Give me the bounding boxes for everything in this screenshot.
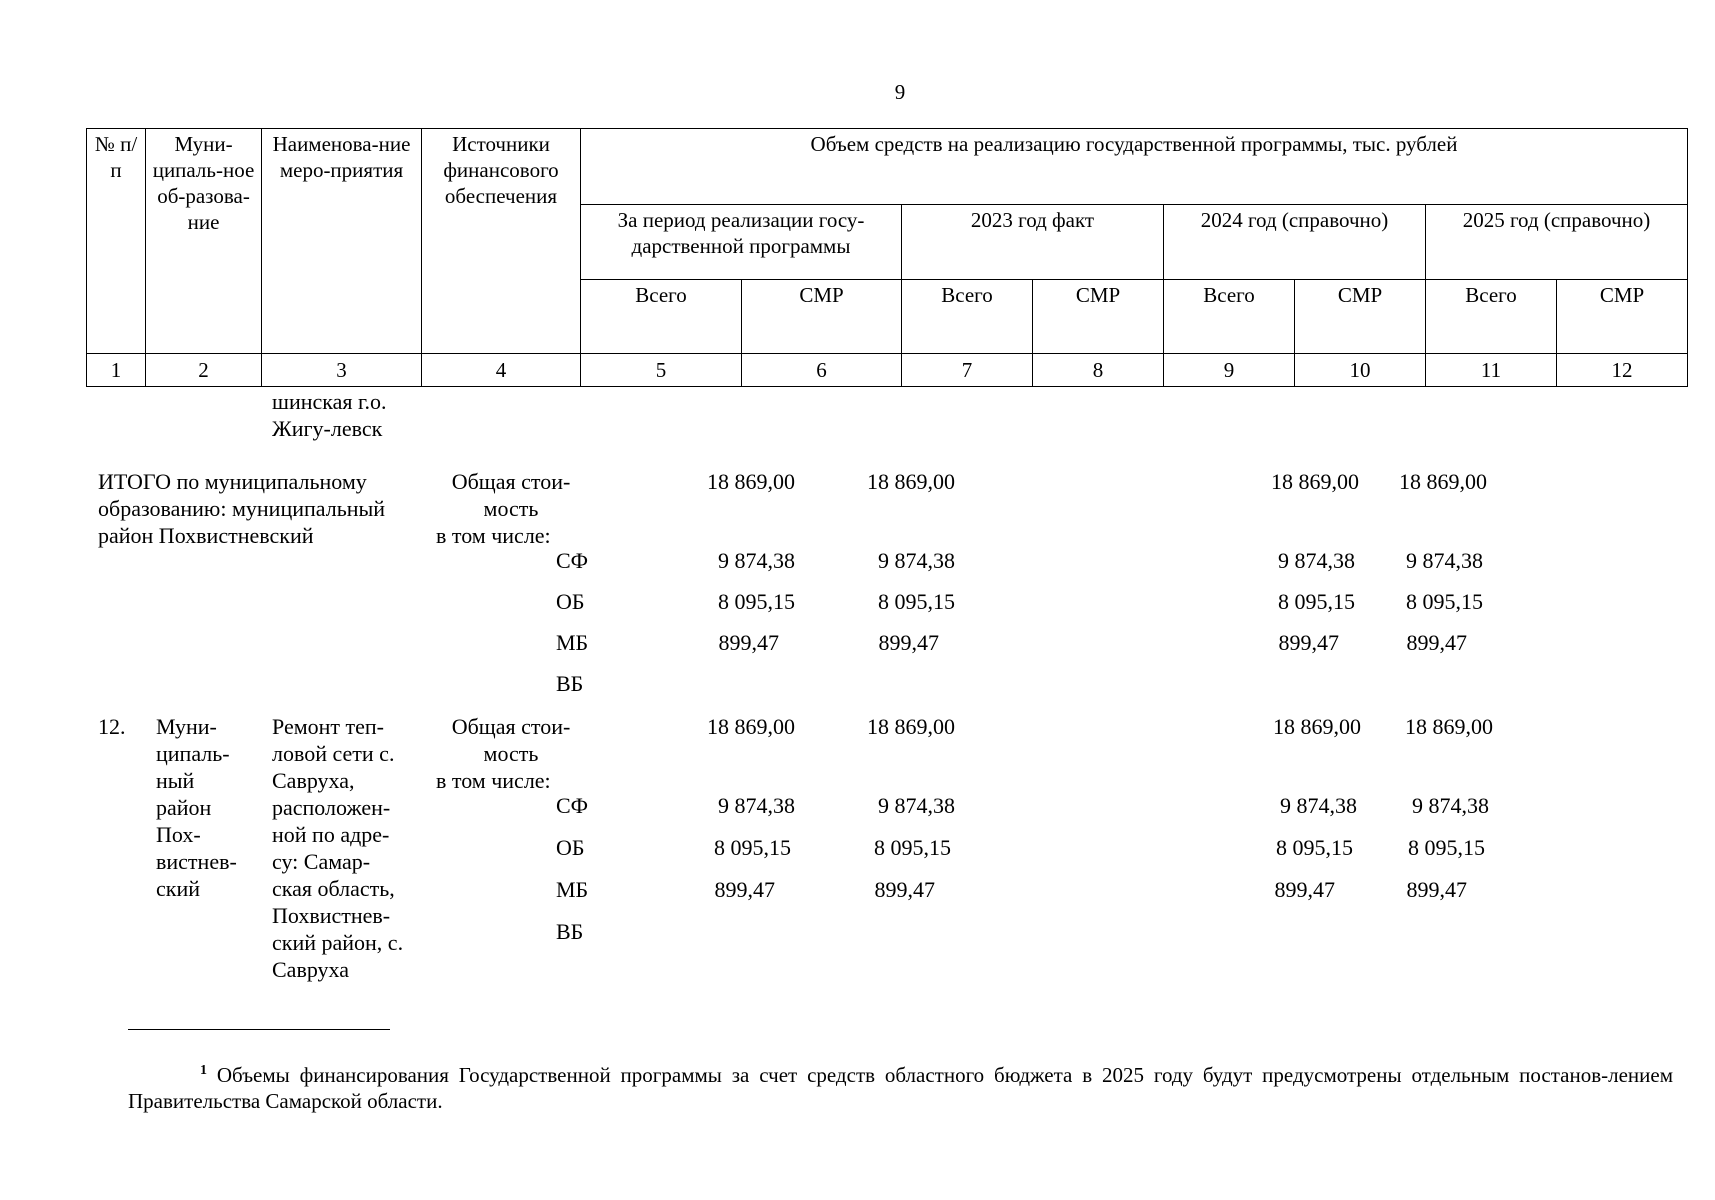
source-incl-label: в том числе: [436, 768, 551, 793]
total-v9: 18 869,00 [1271, 469, 1359, 494]
footnote-divider [128, 1029, 390, 1030]
column-number: 10 [1295, 354, 1426, 387]
header-col-mo: Муни-ципаль-ное об-разова-ние [146, 129, 262, 354]
row12-v6: 18 869,00 [867, 714, 955, 739]
source-mb: МБ [556, 877, 589, 902]
header-smr: СМР [1295, 280, 1426, 354]
total-ob-v6: 8 095,15 [878, 589, 955, 614]
column-number: 2 [146, 354, 262, 387]
row12-mo: Муни-ципаль-ный район Пох-вистнев-ский [156, 714, 237, 901]
total-mb-v6: 899,47 [878, 630, 939, 655]
row12-ob-v6: 8 095,15 [874, 835, 951, 860]
total-source [436, 468, 586, 522]
total-sf-v5: 9 874,38 [718, 548, 795, 573]
header-smr: СМР [1033, 280, 1164, 354]
row12-sf-v6: 9 874,38 [878, 793, 955, 818]
table-header [86, 128, 1688, 387]
source-sf: СФ [556, 793, 589, 818]
source-total-label: Общая стои-мость [451, 469, 571, 521]
header-2025: 2025 год (справочно) [1426, 204, 1688, 280]
source-mb: МБ [556, 630, 589, 655]
row12-sf-v9: 9 874,38 [1280, 793, 1357, 818]
row12-num: 12. [98, 714, 126, 739]
total-sf-v6: 9 874,38 [878, 548, 955, 573]
header-vsego: Всего [1426, 280, 1557, 354]
row12-mb-v10: 899,47 [1406, 877, 1467, 902]
row12-v9: 18 869,00 [1273, 714, 1361, 739]
source-incl-label: в том числе: [436, 523, 551, 548]
row12-ob-v5: 8 095,15 [714, 835, 791, 860]
row12-sf-v5: 9 874,38 [718, 793, 795, 818]
column-number: 7 [902, 354, 1033, 387]
source-ob: ОБ [556, 589, 585, 614]
source-vb: ВБ [556, 919, 584, 944]
row12-name: Ремонт теп-ловой сети с. Савруха, расположен-ной по адре-су: Самар-ская область, Похвистнев-ский район, с. Савруха [272, 714, 404, 982]
row12-sf-v10: 9 874,38 [1412, 793, 1489, 818]
total-label: ИТОГО по муниципальному образованию: муниципальный район Похвистневский [98, 469, 386, 548]
column-number: 9 [1164, 354, 1295, 387]
header-vsego: Всего [1164, 280, 1295, 354]
header-smr: СМР [1557, 280, 1688, 354]
total-mb-v10: 899,47 [1406, 630, 1467, 655]
row12-ob-v9: 8 095,15 [1276, 835, 1353, 860]
total-mb-v9: 899,47 [1278, 630, 1339, 655]
total-mb-v5: 899,47 [718, 630, 779, 655]
footnote-mark: 1 [200, 1063, 207, 1078]
row12-mb-v6: 899,47 [874, 877, 935, 902]
footnote-text: Объемы финансирования Государственной программы за счет средств областного бюджета в 2025 году будут предусмотрены отдельным постанов-лением Правительства Самарской области. [128, 1063, 1674, 1113]
header-vsego: Всего [902, 280, 1033, 354]
source-total-label: Общая стои-мость [451, 714, 571, 766]
total-v6: 18 869,00 [867, 469, 955, 494]
total-sf-v9: 9 874,38 [1278, 548, 1355, 573]
row12-mb-v9: 899,47 [1274, 877, 1335, 902]
header-col-name: Наименова-ние меро-приятия [262, 129, 422, 354]
total-ob-v9: 8 095,15 [1278, 589, 1355, 614]
column-number: 4 [422, 354, 581, 387]
column-number: 11 [1426, 354, 1557, 387]
header-vsego: Всего [581, 280, 742, 354]
header-col-source: Источники финансового обеспечения [422, 129, 581, 354]
column-number: 8 [1033, 354, 1164, 387]
page-number: 9 [894, 80, 906, 104]
column-number: 6 [742, 354, 902, 387]
total-sf-v10: 9 874,38 [1406, 548, 1483, 573]
total-v5: 18 869,00 [707, 469, 795, 494]
header-smr: СМР [742, 280, 902, 354]
header-col-no: № п/п [87, 129, 146, 354]
row12-ob-v10: 8 095,15 [1408, 835, 1485, 860]
total-ob-v10: 8 095,15 [1406, 589, 1483, 614]
source-ob: ОБ [556, 835, 585, 860]
header-2023: 2023 год факт [902, 204, 1164, 280]
source-sf: СФ [556, 548, 589, 573]
header-col-volume: Объем средств на реализацию государственной программы, тыс. рублей [581, 129, 1688, 205]
row12-mb-v5: 899,47 [714, 877, 775, 902]
header-period: За период реализации госу-дарственной программы [581, 204, 902, 280]
total-ob-v5: 8 095,15 [718, 589, 795, 614]
row12-source [436, 713, 586, 767]
column-number: 3 [262, 354, 422, 387]
source-vb: ВБ [556, 671, 584, 696]
row12-v10: 18 869,00 [1405, 714, 1493, 739]
footnote [128, 1058, 1673, 1114]
row12-v5: 18 869,00 [707, 714, 795, 739]
column-number: 1 [87, 354, 146, 387]
header-2024: 2024 год (справочно) [1164, 204, 1426, 280]
column-number: 5 [581, 354, 742, 387]
total-v10: 18 869,00 [1399, 469, 1487, 494]
continued-mo-name: шинская г.о. Жигу-левск [272, 389, 387, 441]
column-number: 12 [1557, 354, 1688, 387]
